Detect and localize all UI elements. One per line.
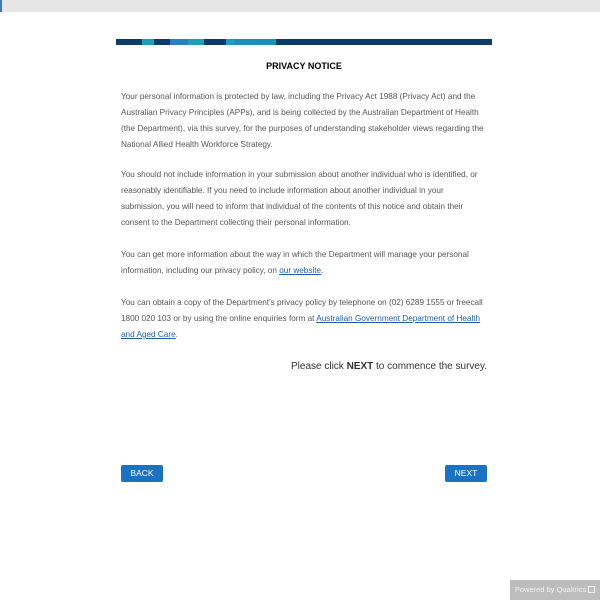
cta-text-before: Please click bbox=[291, 361, 347, 372]
paragraph-4 bbox=[121, 295, 487, 343]
stripe-segment bbox=[142, 39, 154, 45]
stripe-segment bbox=[170, 39, 188, 45]
cta-text-after: to commence the survey. bbox=[373, 361, 487, 372]
paragraph-4-end: . bbox=[175, 330, 178, 339]
back-button[interactable]: BACK bbox=[121, 465, 163, 482]
paragraph-3 bbox=[121, 247, 487, 279]
paragraph-3-end: . bbox=[321, 266, 324, 275]
department-health-link[interactable]: Australian Government Department of Health and Aged Care bbox=[121, 314, 481, 339]
external-link-icon bbox=[588, 586, 595, 593]
paragraph-1: Your personal information is protected by law, including the Privacy Act 1988 (Privacy Act) and the Australian Privacy Principles (APPs), and is being collected by the Australian Department of Health (the Department), via this survey, for the purposes of understanding stakeholder views regarding the National Allied Health Workforce Strategy. bbox=[121, 92, 484, 149]
our-website-link[interactable]: our website bbox=[279, 266, 322, 275]
page-title: PRIVACY NOTICE bbox=[266, 61, 342, 71]
paragraph-3-text: You can get more information about the way in which the Department will manage your personal information, including our privacy policy, on bbox=[121, 250, 469, 275]
stripe-segment bbox=[226, 39, 234, 45]
powered-by-label: Powered by Qualtrics bbox=[514, 585, 587, 594]
header-stripe bbox=[116, 39, 492, 45]
stripe-segment bbox=[188, 39, 204, 45]
paragraph-2: You should not include information in your submission about another individual who is identified, or reasonably identifiable. If you need to include information about another individual in your submission, you will need to inform that individual of the contents of this notice and obtain their consent to the Department collecting their personal information. bbox=[121, 170, 478, 227]
top-bar-accent bbox=[0, 0, 2, 12]
next-button[interactable]: NEXT bbox=[445, 465, 487, 482]
paragraph-4-text: You can obtain a copy of the Department's privacy policy by telephone on (02) 6289 1555 or freecall 1800 020 103 or by using the online enquiries form at bbox=[121, 298, 483, 323]
powered-by-qualtrics-link[interactable] bbox=[510, 580, 600, 600]
commence-instruction bbox=[291, 361, 487, 372]
cta-next-word: NEXT bbox=[346, 361, 374, 372]
top-bar bbox=[0, 0, 600, 12]
